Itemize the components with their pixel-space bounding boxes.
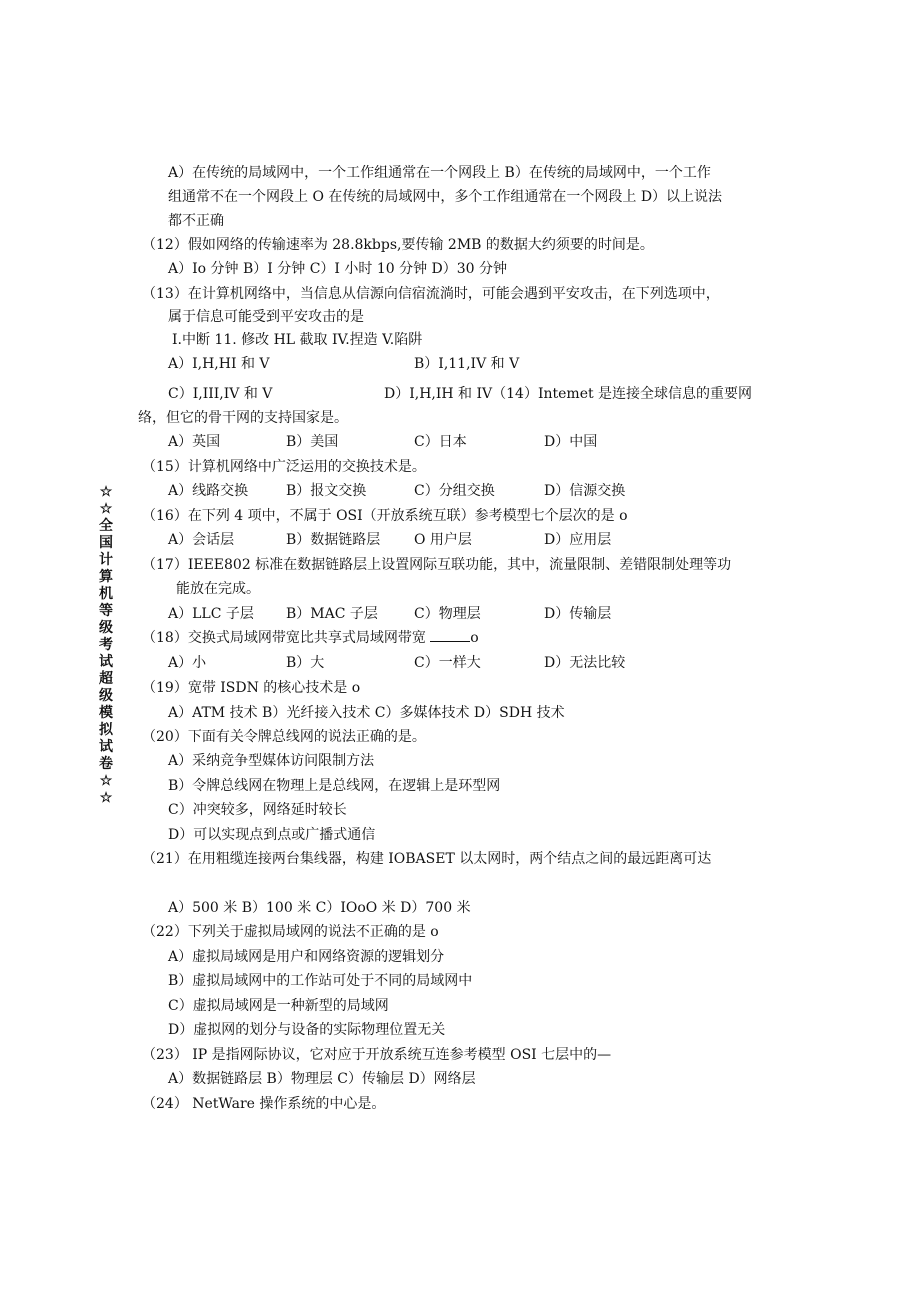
- q12-stem: （12）假如网络的传输速率为 28.8kbps,要传输 2MB 的数据大约须要的时间是。: [142, 237, 654, 253]
- q15-option-c: C）分组交换: [414, 483, 495, 499]
- q18-stem-end: o: [470, 630, 479, 646]
- q22-stem: （22）下列关于虚拟局域网的说法不正确的是 o: [142, 924, 439, 940]
- sidebar-char: 国: [99, 535, 113, 551]
- star-icon: ☆: [99, 790, 113, 806]
- sidebar-char: 试: [99, 654, 113, 670]
- q17-option-d: D）传输层: [544, 606, 612, 622]
- sidebar-char: 计: [99, 552, 113, 568]
- q17-stem-line-1: （17）IEEE802 标准在数据链路层上设置网际互联功能，其中，流量限制、差错限制处理等功: [142, 557, 732, 573]
- sidebar-char: 卷: [99, 756, 113, 772]
- q12-options: A）Io 分钟 B）I 分钟 C）I 小时 10 分钟 D）30 分钟: [168, 261, 508, 277]
- sidebar-char: 模: [99, 705, 113, 721]
- q20-option-d: D）可以实现点到点或广播式通信: [168, 827, 376, 843]
- sidebar-char: 级: [99, 620, 113, 636]
- q20-option-c: C）冲突较多，网络延时较长: [168, 802, 347, 818]
- answer-blank: [430, 629, 470, 642]
- q14-option-b: B）美国: [286, 434, 339, 450]
- sidebar-char: 考: [99, 637, 113, 653]
- q15-option-a: A）线路交换: [168, 483, 249, 499]
- q16-option-c: O 用户层: [414, 532, 472, 548]
- q13-items: I.中断 11. 修改 HL 截取 IV.捏造 V.陷阱: [172, 332, 423, 348]
- q11-options-line-1: A）在传统的局域网中，一个工作组通常在一个网段上 B）在传统的局域网中，一个工作: [168, 165, 711, 181]
- q16-option-a: A）会话层: [168, 532, 235, 548]
- q13-option-d-and-q14-stem: D）I,H,IH 和 IV（14）Intemet 是连接全球信息的重要网: [384, 386, 753, 402]
- sidebar-char: 拟: [99, 722, 113, 738]
- q11-options-line-3: 都不正确: [168, 213, 224, 229]
- q18-stem: [142, 629, 479, 647]
- q20-option-a: A）采纳竞争型媒体访问限制方法: [168, 753, 375, 769]
- q19-options: A）ATM 技术 B）光纤接入技术 C）多媒体技术 D）SDH 技术: [168, 705, 565, 721]
- q19-stem: （19）宽带 ISDN 的核心技术是 o: [142, 680, 361, 696]
- q17-option-a: A）LLC 子层: [168, 606, 254, 622]
- q18-option-b: B）大: [286, 655, 325, 671]
- q16-option-d: D）应用层: [544, 532, 612, 548]
- q23-options: A）数据链路层 B）物理层 C）传输层 D）网络层: [168, 1071, 476, 1087]
- q13-option-b: B）I,11,IV 和 V: [414, 356, 520, 372]
- q21-stem: （21）在用粗缆连接两台集线器，构建 IOBASET 以太网时，两个结点之间的最远距离可达: [142, 851, 712, 867]
- q13-stem-line-2: 属于信息可能受到平安攻击的是: [168, 309, 364, 325]
- q22-option-d: D）虚拟网的划分与设备的实际物理位置无关: [168, 1022, 446, 1038]
- q24-stem: （24） NetWare 操作系统的中心是。: [142, 1096, 386, 1112]
- q15-option-d: D）信源交换: [544, 483, 626, 499]
- q15-stem: （15）计算机网络中广泛运用的交换技术是。: [142, 459, 426, 475]
- q13-option-a: A）I,H,HI 和 V: [168, 356, 270, 372]
- sidebar-char: 全: [99, 518, 113, 534]
- q22-option-c: C）虚拟局域网是一种新型的局域网: [168, 998, 389, 1014]
- q21-options: A）500 米 B）100 米 C）IOoO 米 D）700 米: [168, 900, 471, 916]
- q13-stem-line-1: （13）在计算机网络中，当信息从信源向信宿流淌时，可能会遇到平安攻击，在下列选项中，: [142, 286, 720, 302]
- q14-option-d: D）中国: [544, 434, 598, 450]
- q16-option-b: B）数据链路层: [286, 532, 381, 548]
- q18-option-c: C）一样大: [414, 655, 481, 671]
- q18-option-d: D）无法比较: [544, 655, 626, 671]
- q16-stem: （16）在下列 4 项中，不属于 OSI（开放系统互联）参考模型七个层次的是 o: [142, 508, 628, 524]
- star-icon: ☆: [99, 773, 113, 789]
- q11-options-line-2: 组通常不在一个网段上 O 在传统的局域网中，多个工作组通常在一个网段上 D）以上说法: [168, 189, 723, 205]
- q17-stem-line-2: 能放在完成。: [176, 581, 260, 597]
- q14-option-c: C）日本: [414, 434, 467, 450]
- q14-option-a: A）英国: [168, 434, 221, 450]
- sidebar-char: 机: [99, 586, 113, 602]
- star-icon: ☆: [99, 501, 113, 517]
- sidebar-char: 试: [99, 739, 113, 755]
- q20-stem: （20）下面有关令牌总线网的说法正确的是。: [142, 729, 426, 745]
- sidebar-char: 超: [99, 671, 113, 687]
- sidebar-vertical-title: [96, 484, 116, 807]
- q15-option-b: B）报文交换: [286, 483, 367, 499]
- q18-stem-text: （18）交换式局域网带宽比共享式局域网带宽: [142, 630, 431, 646]
- q17-option-c: C）物理层: [414, 606, 481, 622]
- star-icon: ☆: [99, 484, 113, 500]
- q13-option-c: C）I,III,IV 和 V: [168, 386, 273, 402]
- q14-stem-cont: 络，但它的骨干网的支持国家是。: [138, 410, 348, 426]
- sidebar-char: 算: [99, 569, 113, 585]
- q22-option-a: A）虚拟局域网是用户和网络资源的逻辑划分: [168, 949, 445, 965]
- q17-option-b: B）MAC 子层: [286, 606, 378, 622]
- sidebar-char: 级: [99, 688, 113, 704]
- q22-option-b: B）虚拟局域网中的工作站可处于不同的局域网中: [168, 973, 473, 989]
- q20-option-b: B）令牌总线网在物理上是总线网，在逻辑上是环型网: [168, 778, 501, 794]
- sidebar-char: 等: [99, 603, 113, 619]
- q18-option-a: A）小: [168, 655, 207, 671]
- q23-stem: （23） IP 是指网际协议，它对应于开放系统互连参考模型 OSI 七层中的—: [142, 1047, 612, 1063]
